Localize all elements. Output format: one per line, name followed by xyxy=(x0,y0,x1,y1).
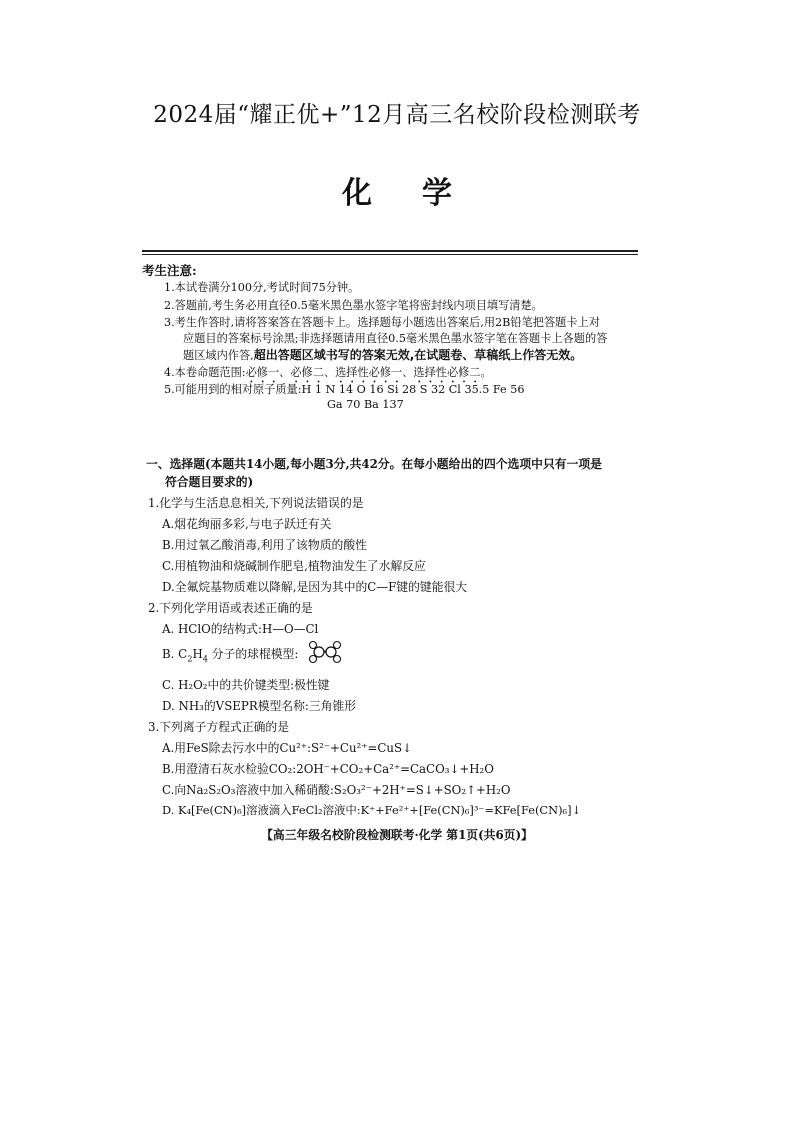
q1-option-d: D.全氟烷基物质难以降解,是因为其中的C—F键的键能很大 xyxy=(162,580,468,594)
divider-thin xyxy=(142,254,638,255)
exam-title: 2024届“耀正优+”12月高三名校阶段检测联考 xyxy=(153,102,641,128)
q1-option-a: A.烟花绚丽多彩,与电子跃迁有关 xyxy=(162,517,332,531)
q2-stem: 2.下列化学用语或表述正确的是 xyxy=(148,601,313,615)
q2-b-sub2: 4 xyxy=(202,653,208,664)
q3-option-c: C.向Na₂S₂O₃溶液中加入稀硝酸:S₂O₃²⁻+2H⁺=S↓+SO₂↑+H₂O xyxy=(162,783,511,797)
section-heading: 一、选择题(本题共14小题,每小题3分,共42分。在每小题给出的四个选项中只有一项是 xyxy=(146,457,602,471)
q1-stem: 1.化学与生活息息相关,下列说法错误的是 xyxy=(148,496,364,510)
notice-item-5: 5.可能用到的相对原子质量:H 1 N 14 O 16 Si 28 S 32 Cl 35.5 Fe 56 xyxy=(164,383,525,396)
page-footer: 【高三年级名校阶段检测联考·化学 第1页(共6页)】 xyxy=(261,828,533,842)
q3-option-b: B.用澄清石灰水检验CO₂:2OH⁻+CO₂+Ca²⁺=CaCO₃↓+H₂O xyxy=(162,762,494,776)
section-heading-cont: 符合题目要求的) xyxy=(165,475,254,489)
q2-option-a: A. HClO的结构式:H—O—Cl xyxy=(162,622,319,636)
q2-option-b xyxy=(162,645,298,663)
notice-heading: 考生注意: xyxy=(142,263,197,278)
q2-b-prefix: B. C xyxy=(162,647,188,661)
notice-warning: 超出答题区域书写的答案无效,在试题卷、草稿纸上作答无效。 xyxy=(253,348,583,362)
notice-item-4-scope: 必修一、必修二、选择性必修一、选择性必修二。 xyxy=(245,366,492,379)
notice-item-5-cont: Ga 70 Ba 137 xyxy=(327,398,404,411)
q3-option-a: A.用FeS除去污水中的Cu²⁺:S²⁻+Cu²⁺=CuS↓ xyxy=(162,741,412,755)
q3-stem: 3.下列离子方程式正确的是 xyxy=(148,720,290,734)
q2-b-sub1: 2 xyxy=(187,653,193,664)
q2-b-mid: H xyxy=(192,647,203,661)
q2-option-c: C. H₂O₂中的共价键类型:极性键 xyxy=(162,678,330,692)
notice-item-3-cont2 xyxy=(183,346,582,363)
q3-option-d: D. K₄[Fe(CN)₆]溶液滴入FeCl₂溶液中:K⁺+Fe²⁺+[Fe(CN)₆]³⁻=KFe[Fe(CN)₆]↓ xyxy=(162,803,582,817)
subject-title: 化学 xyxy=(342,176,502,211)
notice-item-3-cont: 应题目的答案标号涂黑;非选择题请用直径0.5毫米黑色墨水签字笔在答题卡上各题的答 xyxy=(183,332,608,345)
ball-and-stick-model-icon xyxy=(308,639,342,665)
notice-item-3: 3.考生作答时,请将答案答在答题卡上。选择题每小题选出答案后,用2B铅笔把答题卡上对 xyxy=(164,316,600,329)
notice-item-1: 1.本试卷满分100分,考试时间75分钟。 xyxy=(164,281,360,294)
q2-option-d: D. NH₃的VSEPR模型名称:三角锥形 xyxy=(162,699,357,713)
q1-option-b: B.用过氧乙酸消毒,利用了该物质的酸性 xyxy=(162,538,367,552)
q1-option-c: C.用植物油和烧碱制作肥皂,植物油发生了水解反应 xyxy=(162,559,426,573)
notice-item-4-label: 4.本卷命题范围: xyxy=(164,366,246,379)
notice-item-2: 2.答题前,考生务必用直径0.5毫米黑色墨水签字笔将密封线内项目填写清楚。 xyxy=(164,299,543,312)
notice-item-3-tail: 题区域内作答, xyxy=(183,349,254,362)
q2-b-suffix: 分子的球棍模型: xyxy=(208,647,299,661)
divider-thick xyxy=(142,250,638,252)
